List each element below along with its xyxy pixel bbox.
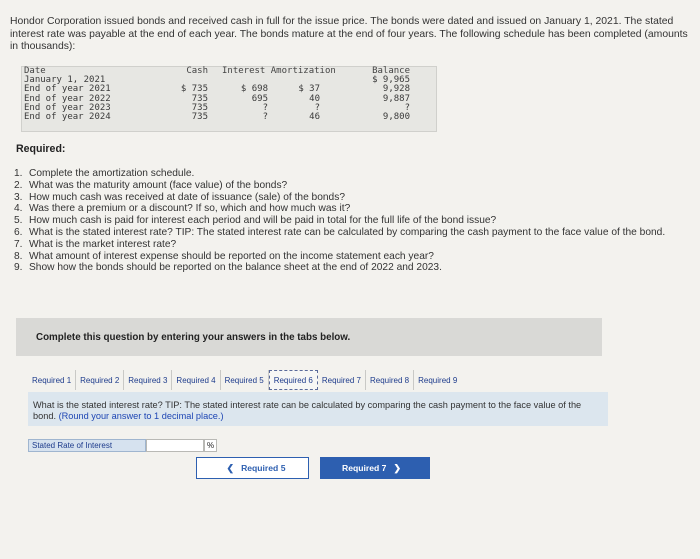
next-required-button[interactable] [320, 457, 430, 479]
schedule-date-column [24, 67, 134, 122]
header-date: Date [24, 66, 46, 76]
stated-rate-label: Stated Rate of Interest [28, 439, 146, 452]
question-text: What was the maturity amount (face value) of the bonds? [29, 179, 288, 191]
question-number: 9. [14, 262, 23, 274]
question-number: 5. [14, 215, 23, 227]
question-text: Show how the bonds should be reported on the balance sheet at the end of 2022 and 2023. [29, 262, 442, 274]
tab-required-4[interactable]: Required 4 [172, 370, 220, 390]
instruction-text: Complete this question by entering your answers in the tabs below. [36, 332, 351, 343]
tab-required-7[interactable]: Required 7 [318, 370, 366, 390]
row-date: End of year 2021 [24, 84, 111, 95]
row-balance: $ 9,965 [372, 75, 410, 86]
question-item [14, 192, 684, 204]
question-panel [28, 392, 608, 426]
row-date: January 1, 2021 [24, 75, 106, 86]
amortization-schedule [21, 66, 437, 132]
question-number: 6. [14, 226, 23, 238]
percent-unit: % [204, 439, 217, 452]
header-balance: Balance [372, 66, 410, 76]
question-list [14, 168, 684, 274]
question-item [14, 180, 684, 192]
row-interest: $ 698 [240, 84, 268, 95]
prev-button-label: Required 5 [241, 463, 286, 473]
tab-required-9[interactable]: Required 9 [418, 375, 458, 385]
question-text: Was there a premium or a discount? If so, which and how much was it? [29, 203, 351, 215]
question-text: How much cash is paid for interest each period and will be paid in total for the full life of the bond issue? [29, 215, 497, 227]
row-date: End of year 2022 [24, 93, 111, 104]
panel-question-text: What is the stated interest rate? TIP: The stated interest rate can be calculated by comparing the cash payment to the face value of the bond. [33, 400, 582, 421]
tab-required-5[interactable]: Required 5 [221, 370, 269, 390]
row-cash: 735 [191, 102, 208, 113]
question-item [14, 215, 684, 227]
row-amortization: ? [314, 102, 320, 113]
question-text: What is the stated interest rate? TIP: The stated interest rate can be calculated by comparing the cash payment to the face value of the bond. [29, 226, 666, 238]
question-number: 1. [14, 168, 23, 179]
question-text: What amount of interest expense should be reported on the income statement each year? [29, 250, 434, 262]
required-heading: Required: [16, 143, 66, 155]
row-date: End of year 2023 [24, 102, 111, 113]
row-amortization: 40 [309, 93, 320, 104]
question-item [14, 239, 684, 251]
tab-required-8[interactable]: Required 8 [366, 370, 414, 390]
row-amortization: 46 [309, 111, 320, 122]
question-number: 4. [14, 203, 23, 215]
question-text: Complete the amortization schedule. [29, 168, 195, 179]
tab-required-6[interactable]: Required 6 [269, 370, 318, 390]
next-button-label: Required 7 [342, 463, 387, 473]
row-balance: 9,800 [382, 111, 410, 122]
row-amortization: $ 37 [298, 84, 320, 95]
question-item [14, 203, 684, 215]
tab-required-1[interactable]: Required 1 [28, 370, 76, 390]
schedule-interest-column [228, 76, 268, 122]
chevron-left-icon: ❮ [226, 462, 235, 473]
instruction-band [16, 318, 602, 356]
stated-rate-input[interactable] [146, 439, 204, 452]
row-date: End of year 2024 [24, 111, 111, 122]
row-interest: ? [262, 111, 268, 122]
panel-question [33, 400, 605, 422]
question-item [14, 168, 684, 180]
question-item [14, 262, 684, 274]
question-item [14, 227, 684, 239]
row-balance: ? [404, 102, 410, 113]
question-number: 3. [14, 191, 23, 203]
question-number: 8. [14, 250, 23, 262]
header-cash: Cash [186, 66, 208, 76]
row-balance: 9,887 [382, 93, 410, 104]
schedule-balance-column [370, 67, 410, 122]
question-number: 7. [14, 238, 23, 250]
row-interest: 695 [251, 93, 268, 104]
tab-required-3[interactable]: Required 3 [124, 370, 172, 390]
row-cash: $ 735 [180, 84, 208, 95]
problem-intro: Hondor Corporation issued bonds and received cash in full for the issue price. The bonds were dated and issued on January 1, 2021. The stated interest rate was payable at the end of each year. The bonds mature at the end of four years. The following schedule has been completed (amounts in thousands): [10, 16, 688, 52]
question-number: 2. [14, 179, 23, 191]
question-item [14, 251, 684, 263]
question-text: What is the market interest rate? [29, 238, 177, 250]
header-interest-amortization: Interest Amortization [222, 66, 336, 76]
row-cash: 735 [191, 93, 208, 104]
schedule-amortization-column [280, 76, 320, 122]
prev-required-button[interactable] [196, 457, 309, 479]
required-tabs [28, 370, 544, 390]
row-cash: 735 [191, 111, 208, 122]
schedule-cash-column [168, 67, 208, 122]
row-interest: ? [262, 102, 268, 113]
question-text: How much cash was received at date of issuance (sale) of the bonds? [29, 191, 345, 203]
row-balance: 9,928 [382, 84, 410, 95]
schedule-interest-amortization-header [222, 67, 346, 76]
rounding-hint: (Round your answer to 1 decimal place.) [58, 411, 224, 421]
chevron-right-icon: ❯ [393, 462, 401, 473]
tab-required-2[interactable]: Required 2 [76, 370, 124, 390]
answer-row [28, 439, 217, 453]
